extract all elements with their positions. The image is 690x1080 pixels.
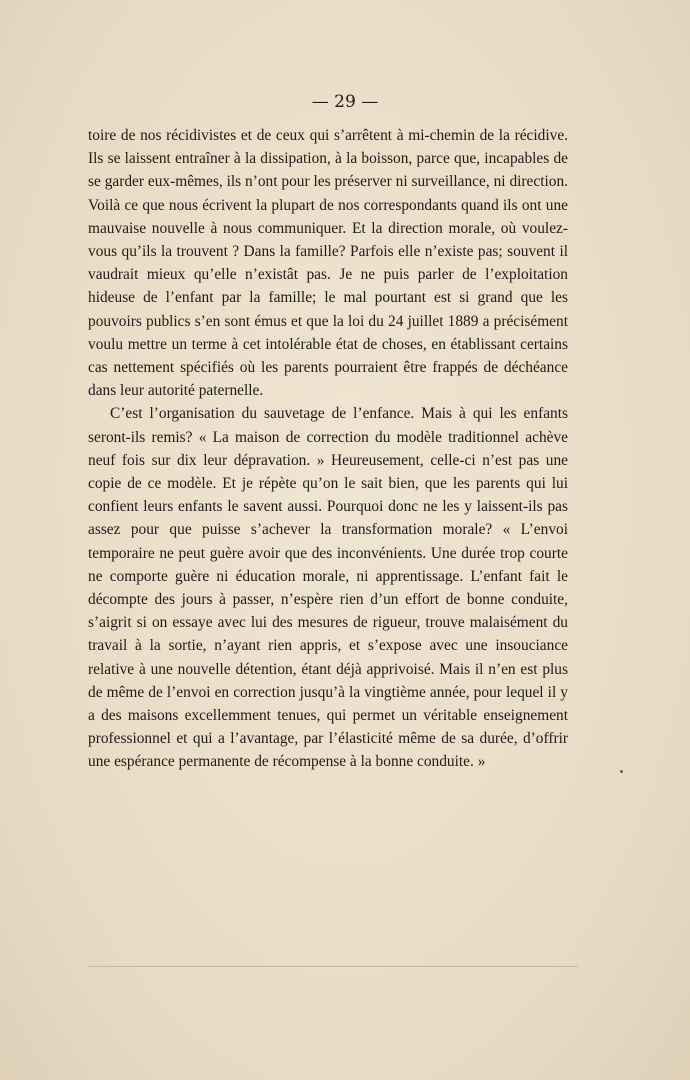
body-text bbox=[88, 124, 568, 774]
page-number: — 29 — bbox=[311, 92, 379, 112]
paper-spot bbox=[620, 770, 623, 773]
paragraph-continuation: toire de nos récidivistes et de ceux qui s’arrêtent à mi-chemin de la récidive. Ils se laissent entraîner à la dissipation, à la boisson, parce que, incapables de se garder eux-mêmes, ils n’ont pour les préserver ni surveillance, ni direction. Voilà ce que nous écrivent la plupart de nos correspondants quand ils ont une mauvaise nouvelle à nous communiquer. Et la direction morale, où voulez-vous qu’ils la trouvent ? Dans la famille? Parfois elle n’existe pas; souvent il vaudrait mieux qu’elle n’existât pas. Je ne puis parler de l’exploitation hideuse de l’enfant par la famille; le mal pourtant est si grand que les pouvoirs publics s’en sont émus et que la loi du 24 juillet 1889 a précisément voulu mettre un terme à cet intolérable état de choses, en établissant certains cas nettement spécifiés où les parents pourraient être frappés de déchéance dans leur autorité paternelle. bbox=[88, 127, 568, 400]
paragraph-sauvetage: C’est l’organisation du sauvetage de l’enfance. Mais à qui les enfants seront-ils remis? « La maison de correction du modèle traditionnel achève neuf fois sur dix leur dépravation. » Heureusement, celle-ci n’est pas une copie de ce modèle. Et je répète qu’on le sait bien, que les parents qui lui confient leurs enfants le savent aussi. Pourquoi donc ne les y laissent-ils pas assez pour que puisse s’achever la transformation morale? « L’envoi temporaire ne peut guère avoir que des inconvénients. Une durée trop courte ne comporte guère ni éducation morale, ni apprentissage. L’enfant fait le décompte des jours à passer, n’espère rien d’un effort de bonne conduite, s’aigrit si on essaye avec lui des mesures de rigueur, trouve malaisément du travail à la sortie, n’ayant rien appris, et s’expose avec une insouciance relative à une nouvelle détention, étant déjà apprivoisé. Mais il n’en est plus de même de l’envoi en correction jusqu’à la vingtième année, pour lequel il y a des maisons excellemment tenues, qui permet un véritable enseignement professionnel et qui a l’avantage, par l’élasticité même de sa durée, d’offrir une espérance permanente de récompense à la bonne conduite. » bbox=[88, 405, 568, 771]
page-bottom-rule bbox=[88, 966, 578, 967]
